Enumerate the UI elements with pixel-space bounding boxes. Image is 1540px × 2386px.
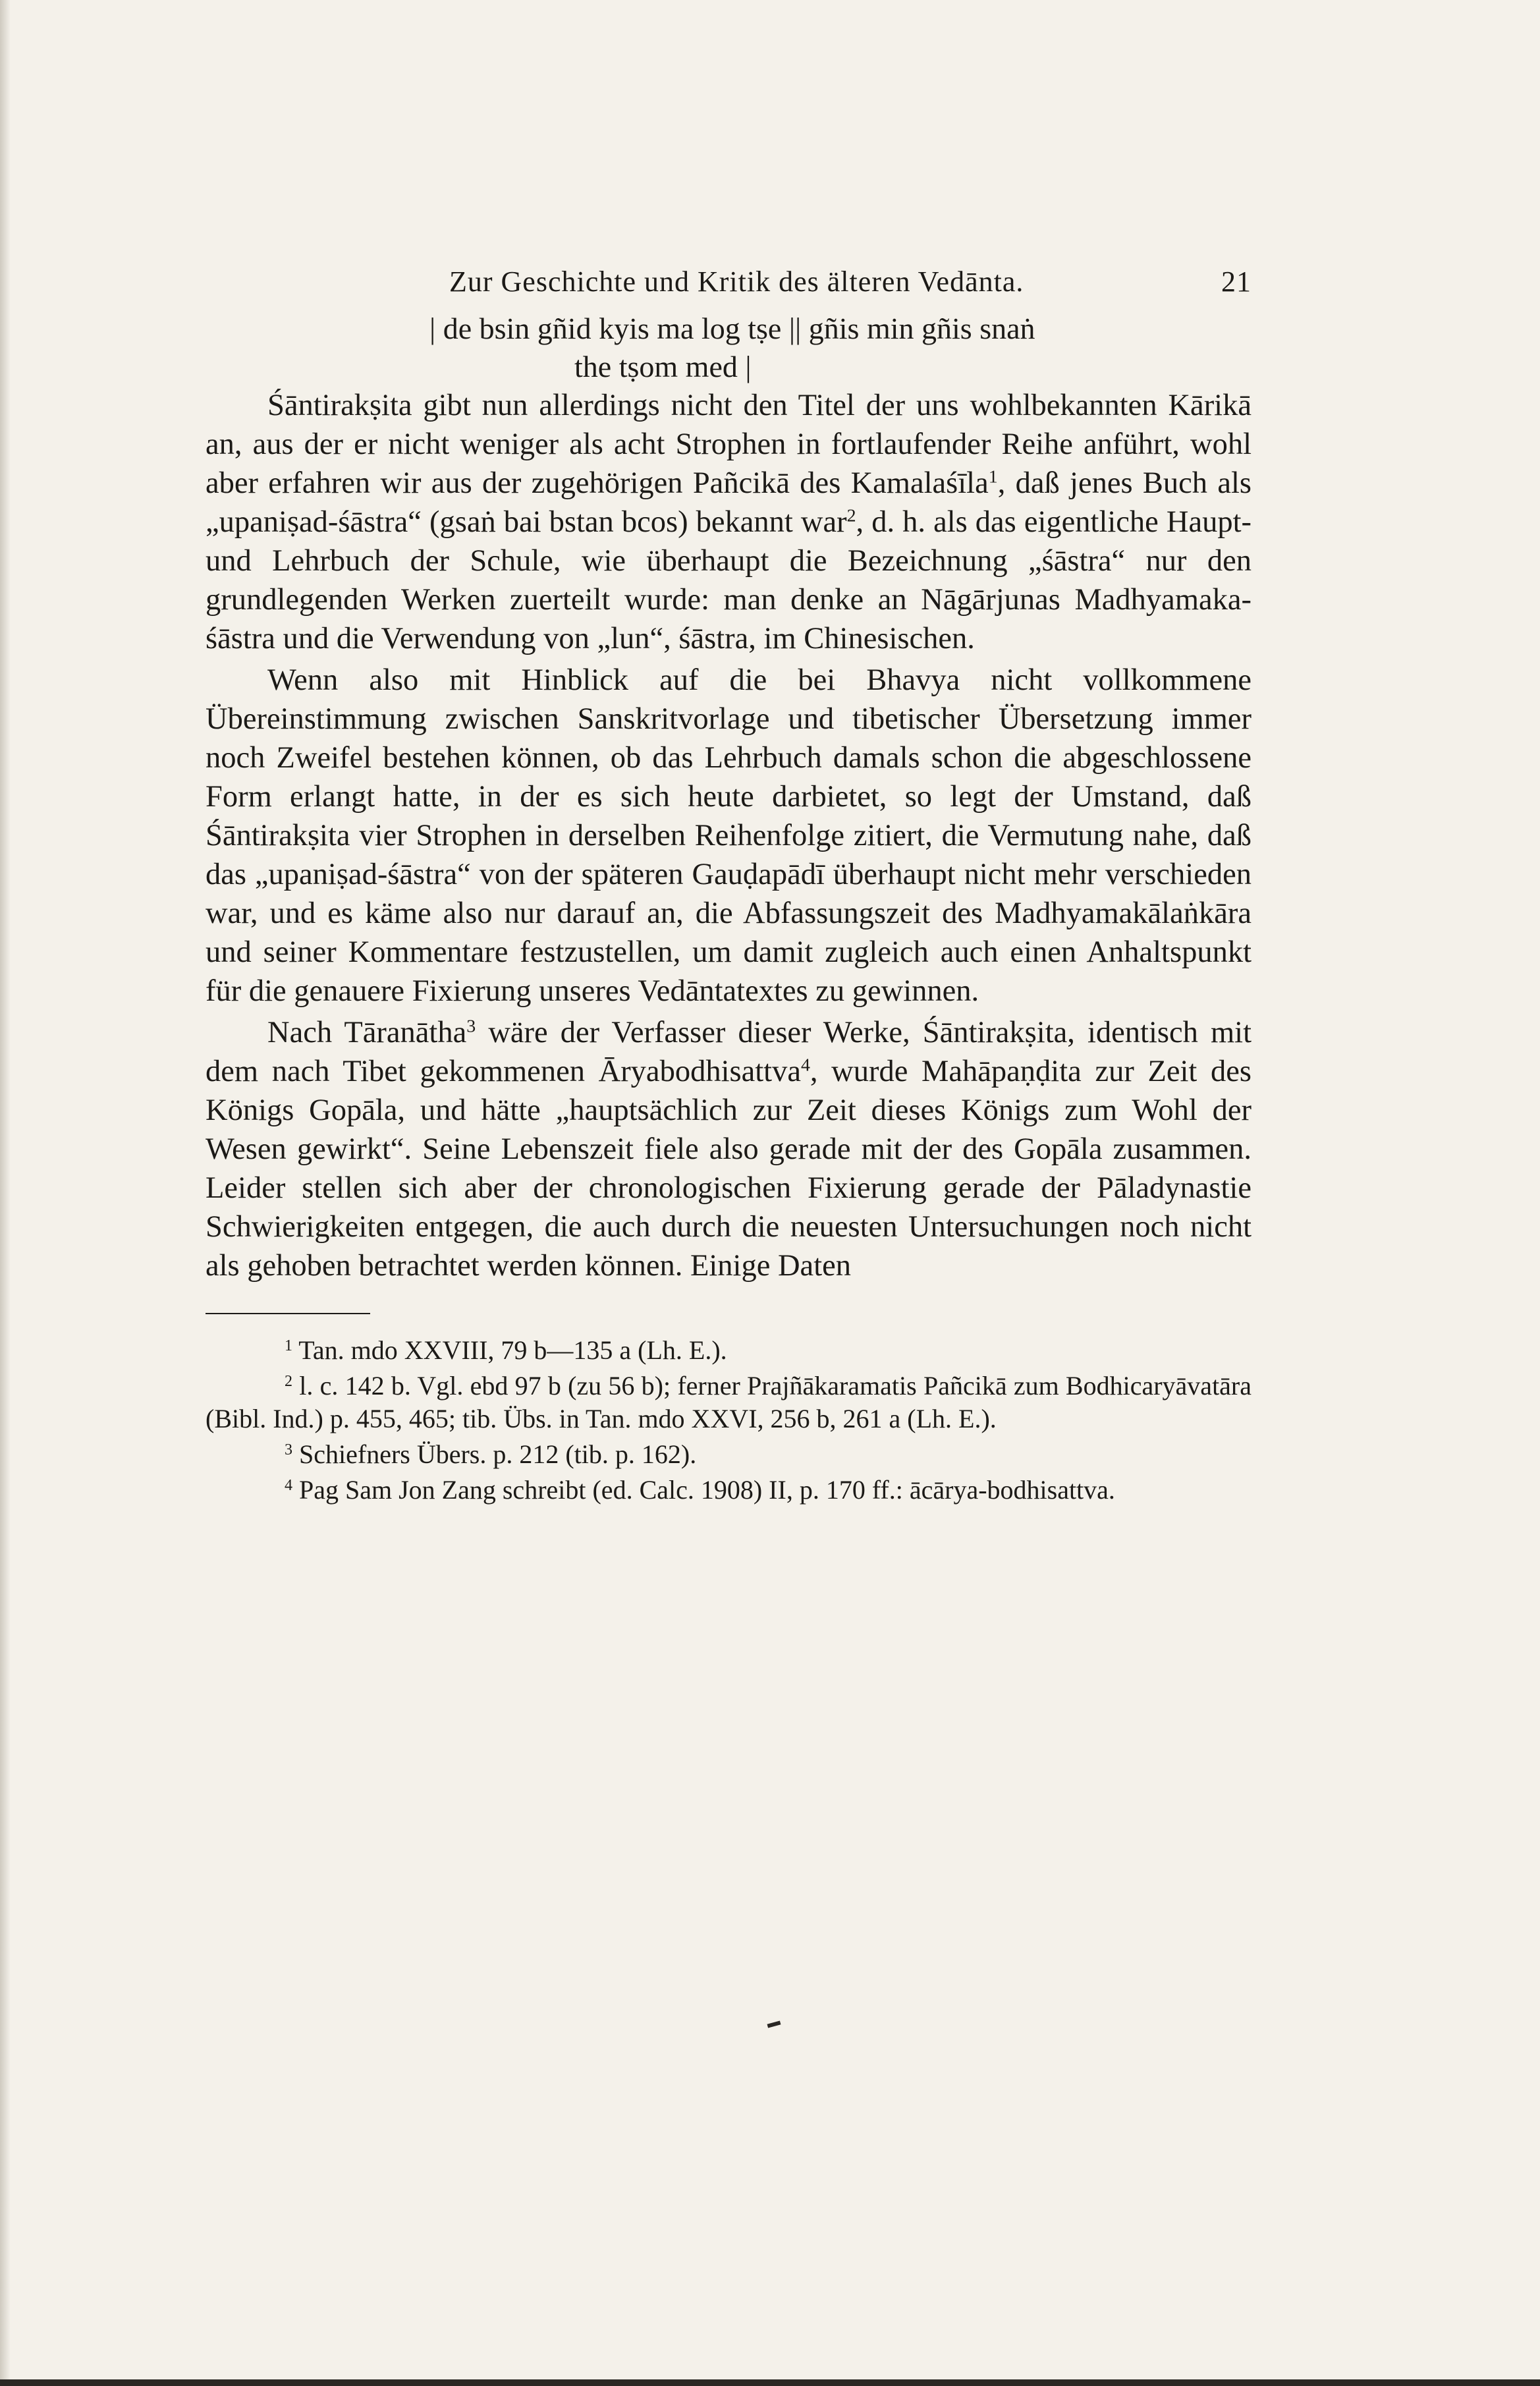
paragraph-1-text-a: Śāntirakṣita gibt nun allerdings nicht den Titel der uns wohlbekannten Kārikā an, aus der er nicht weniger als acht Strophen in fortlaufender Reihe anführt, wohl aber erfahren wir aus der zugehörigen Pañcikā des Kamalaśīla xyxy=(206,389,1251,500)
footnote-separator xyxy=(206,1313,370,1314)
footnote-4-number: 4 xyxy=(285,1476,292,1494)
paragraph-1-text-c: , d. h. als das eigentliche Haupt- und Lehrbuch der Schule, wie überhaupt die Bezeichnung „śāstra“ nur den grundlegenden Werken zuerteilt wurde: man denke an Nāgārjunas Madhyamaka-śāstra und die Verwendung von „lun“, śāstra, im Chinesischen. xyxy=(206,505,1251,655)
footnote-4-text: Pag Sam Jon Zang schreibt (ed. Calc. 1908) II, p. 170 ff.: ācārya-bodhisattva. xyxy=(299,1475,1115,1505)
verse-quotation xyxy=(206,310,1251,386)
footnote-2-text: l. c. 142 b. Vgl. ebd 97 b (zu 56 b); ferner Prajñākaramatis Pañcikā zum Bodhicaryāvatāra (Bibl. Ind.) p. 455, 465; tib. Übs. in Tan. mdo XXVI, 256 b, 261 a (Lh. E.). xyxy=(206,1371,1252,1433)
running-head-title: Zur Geschichte und Kritik des älteren Vedānta. xyxy=(449,265,1024,298)
printer-mark xyxy=(767,2021,781,2028)
page-number: 21 xyxy=(1221,265,1251,298)
footnote-1-text: Tan. mdo XXVIII, 79 b—135 a (Lh. E.). xyxy=(298,1335,727,1365)
footnote-ref-3: 3 xyxy=(466,1016,476,1037)
paragraph-3-text-a: Nach Tāranātha xyxy=(267,1016,467,1049)
footnote-ref-4: 4 xyxy=(800,1055,810,1076)
paragraph-2: Wenn also mit Hinblick auf die bei Bhavya nicht vollkommene Übereinstimmung zwischen Sanskritvorlage und tibetischer Übersetzung immer noch Zweifel bestehen können, ob das Lehrbuch damals schon die abgeschlossene Form erlangt hatte, in der es sich heute darbietet, so legt der Umstand, daß Śāntirakṣita vier Strophen in derselben Reihenfolge zitiert, die Vermutung nahe, daß das „upaniṣad-śāstra“ von der späteren Gauḍapādī überhaupt nicht mehr verschieden war, und es käme also nur darauf an, die Abfassungszeit des Madhyamakālaṅkāra und seiner Kommentare festzustellen, um damit zugleich auch einen Anhaltspunkt für die genauere Fixierung unseres Vedāntatextes zu gewinnen. xyxy=(206,663,1251,1008)
page-content xyxy=(206,258,1251,1507)
running-head xyxy=(206,258,1251,304)
footnote-1 xyxy=(206,1334,1251,1367)
paragraph-1 xyxy=(206,386,1251,658)
page-edge-left xyxy=(0,0,11,2386)
verse-line-2: the tṣom med | xyxy=(574,350,752,383)
footnote-ref-1: 1 xyxy=(988,466,998,487)
footnote-3-number: 3 xyxy=(285,1441,292,1458)
footnote-2-number: 2 xyxy=(285,1372,292,1390)
paragraph-3-text-c: , wurde Mahāpaṇḍita zur Zeit des Königs Gopāla, und hätte „hauptsächlich zur Zeit dieses Königs zum Wohl der Wesen gewirkt“. Seine Lebenszeit fiele also gerade mit der des Gopāla zusammen. Leider stellen sich aber der chronologischen Fixierung gerade der Pāladynastie Schwierigkeiten entgegen, die auch durch die neuesten Untersuchungen noch nicht als gehoben betrachtet werden können. Einige Daten xyxy=(206,1055,1251,1283)
footnote-ref-2: 2 xyxy=(846,505,856,526)
paragraph-3 xyxy=(206,1013,1251,1285)
verse-line-1: | de bsin gñid kyis ma log tṣe || gñis min gñis snaṅ xyxy=(429,312,1035,345)
footnote-4 xyxy=(206,1474,1251,1507)
footnote-1-number: 1 xyxy=(285,1337,292,1354)
footnote-3 xyxy=(206,1438,1251,1471)
paragraph-3-text-b: wäre der Verfasser dieser Werke, Śāntirakṣita, identisch mit dem nach Tibet gekommenen Āryabodhisattva xyxy=(206,1016,1251,1088)
paragraph-1-text-b: , daß jenes Buch als „upaniṣad-śāstra“ (gsaṅ bai bstan bcos) bekannt war xyxy=(206,466,1251,539)
footnote-2 xyxy=(206,1370,1251,1435)
footnote-3-text: Schiefners Übers. p. 212 (tib. p. 162). xyxy=(299,1439,697,1469)
page-edge-bottom xyxy=(0,2379,1540,2386)
